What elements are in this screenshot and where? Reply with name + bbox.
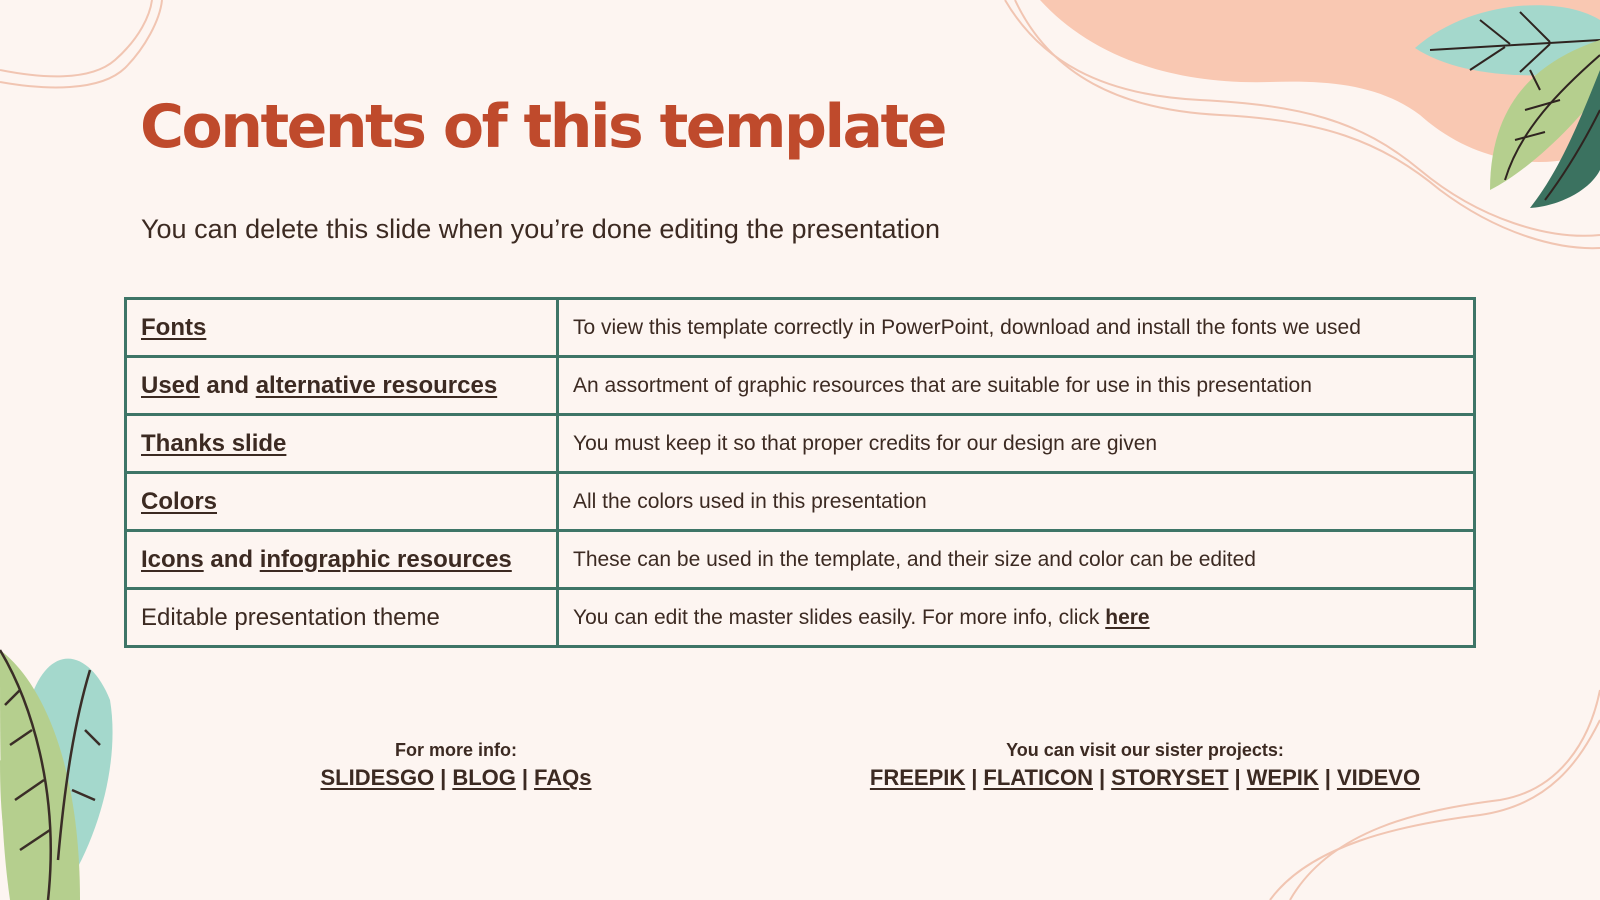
- infographic-resources-link[interactable]: infographic resources: [259, 545, 512, 573]
- page-title: Contents of this template: [140, 92, 945, 162]
- contents-table: [124, 297, 1476, 648]
- link-separator: |: [440, 765, 447, 790]
- blog-link[interactable]: BLOG: [452, 765, 516, 790]
- footer-sister-projects: [845, 740, 1445, 791]
- table-row: [126, 473, 1475, 531]
- footer-more-info: [300, 740, 612, 791]
- resource-name-cell: [126, 299, 558, 357]
- flaticon-link[interactable]: FLATICON: [983, 765, 1093, 790]
- resource-description: To view this template correctly in PowerPoint, download and install the fonts we used: [558, 299, 1475, 357]
- table-row: [126, 299, 1475, 357]
- videvo-link[interactable]: VIDEVO: [1336, 765, 1421, 790]
- resource-description: All the colors used in this presentation: [558, 473, 1475, 531]
- resource-name-cell: [126, 473, 558, 531]
- thanks-slide-link[interactable]: Thanks slide: [141, 429, 287, 457]
- table-row: [126, 357, 1475, 415]
- table-row: [126, 589, 1475, 647]
- resource-name-cell: Editable presentation theme: [126, 589, 558, 647]
- link-separator: |: [1099, 765, 1106, 790]
- fonts-link[interactable]: Fonts: [141, 313, 207, 341]
- resource-description: These can be used in the template, and their size and color can be edited: [558, 531, 1475, 589]
- resource-name-cell: [126, 415, 558, 473]
- page-subtitle: You can delete this slide when you’re done editing the presentation: [141, 214, 941, 244]
- resource-name-cell: [126, 357, 558, 415]
- more-info-label: For more info:: [395, 740, 517, 760]
- link-separator: |: [971, 765, 978, 790]
- resource-name-cell: [126, 531, 558, 589]
- leaf-cluster-bottom-left-icon: [0, 650, 113, 900]
- freepik-link[interactable]: FREEPIK: [869, 765, 966, 790]
- wepik-link[interactable]: WEPIK: [1246, 765, 1319, 790]
- table-row: [126, 531, 1475, 589]
- used-resources-link[interactable]: Used: [141, 371, 200, 399]
- link-separator: |: [1324, 765, 1331, 790]
- link-separator: |: [521, 765, 529, 790]
- resource-description: You must keep it so that proper credits for our design are given: [558, 415, 1475, 473]
- icons-link[interactable]: Icons: [141, 545, 204, 573]
- alternative-resources-link[interactable]: alternative resources: [255, 371, 498, 399]
- slidesgo-link[interactable]: SLIDESGO: [320, 765, 435, 790]
- table-row: [126, 415, 1475, 473]
- joiner-text: and: [210, 545, 254, 573]
- resource-description: An assortment of graphic resources that are suitable for use in this presentation: [558, 357, 1475, 415]
- here-link[interactable]: here: [1105, 605, 1150, 629]
- colors-link[interactable]: Colors: [141, 487, 218, 515]
- faqs-link[interactable]: FAQs: [534, 765, 592, 790]
- link-separator: |: [1234, 765, 1241, 790]
- resource-description: [558, 589, 1475, 647]
- storyset-link[interactable]: STORYSET: [1111, 765, 1229, 790]
- description-text: You can edit the master slides easily. For more info, click: [573, 605, 1100, 629]
- sister-projects-label: You can visit our sister projects:: [1006, 740, 1284, 760]
- joiner-text: and: [206, 371, 250, 399]
